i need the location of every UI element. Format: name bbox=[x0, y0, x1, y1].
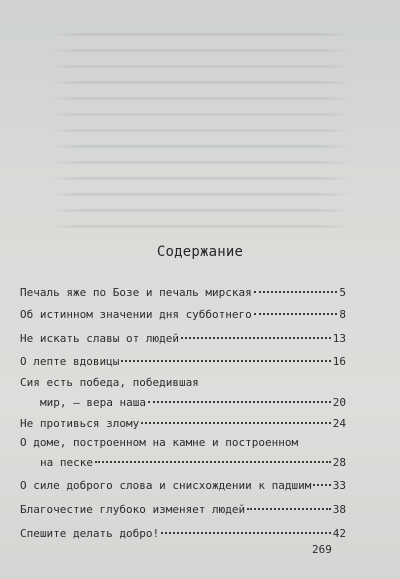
dot-leader bbox=[254, 277, 338, 293]
toc-entry-page: 38 bbox=[332, 503, 346, 516]
toc-entry bbox=[20, 375, 346, 410]
toc-entry-title: Печаль яже по Бозе и печаль мирская bbox=[20, 286, 252, 299]
toc-entry-page: 28 bbox=[332, 456, 346, 469]
toc-entry bbox=[20, 302, 346, 322]
dot-leader bbox=[247, 494, 331, 510]
toc-entry-title-cont: на песке bbox=[40, 456, 93, 469]
toc-entry bbox=[20, 349, 346, 369]
dot-leader bbox=[181, 323, 331, 339]
toc-entry-title: Не искать славы от людей bbox=[20, 332, 179, 345]
page-number: 269 bbox=[312, 543, 332, 556]
toc-entry-title: Благочестие глубоко изменяет людей bbox=[20, 503, 246, 516]
toc-title: Содержание bbox=[156, 244, 244, 260]
toc-entry-page: 8 bbox=[339, 308, 346, 321]
dot-leader bbox=[121, 346, 330, 362]
toc-entry bbox=[20, 411, 346, 431]
toc-entry-title: Сия есть победа, победившая bbox=[20, 376, 199, 389]
dot-leader bbox=[254, 299, 338, 315]
toc-entry-page: 5 bbox=[339, 286, 346, 299]
toc-entry bbox=[20, 280, 346, 300]
toc-entry bbox=[20, 521, 346, 541]
dot-leader bbox=[95, 447, 331, 463]
toc-entry-page: 16 bbox=[332, 355, 346, 368]
toc-entry-title: Спешите делать добро! bbox=[20, 527, 160, 540]
toc-entry-title: О лепте вдовицы bbox=[20, 355, 120, 368]
toc-entry-page: 33 bbox=[332, 479, 346, 492]
toc-entry-page: 24 bbox=[332, 417, 346, 430]
toc-entry-title: Об истинном значении дня субботнего bbox=[20, 308, 252, 321]
toc-entry bbox=[20, 497, 346, 517]
dot-leader bbox=[141, 408, 331, 424]
toc-entry-title: О силе доброго слова и снисхождении к падшим bbox=[20, 479, 312, 492]
toc-entry-title-cont: мир, — вера наша bbox=[40, 396, 146, 409]
toc-entry-page: 13 bbox=[332, 332, 346, 345]
toc-entry bbox=[20, 435, 346, 470]
dot-leader bbox=[313, 470, 330, 486]
toc-entry bbox=[20, 473, 346, 493]
show-through-text bbox=[52, 24, 352, 234]
toc-entry bbox=[20, 326, 346, 346]
toc-entry-page: 20 bbox=[332, 396, 346, 409]
dot-leader bbox=[161, 518, 331, 534]
toc-entry-title: Не противься злому bbox=[20, 417, 140, 430]
toc-entry-page: 42 bbox=[332, 527, 346, 540]
dot-leader bbox=[148, 387, 331, 403]
toc-entry-title: О доме, построенном на камне и построенном bbox=[20, 436, 299, 449]
